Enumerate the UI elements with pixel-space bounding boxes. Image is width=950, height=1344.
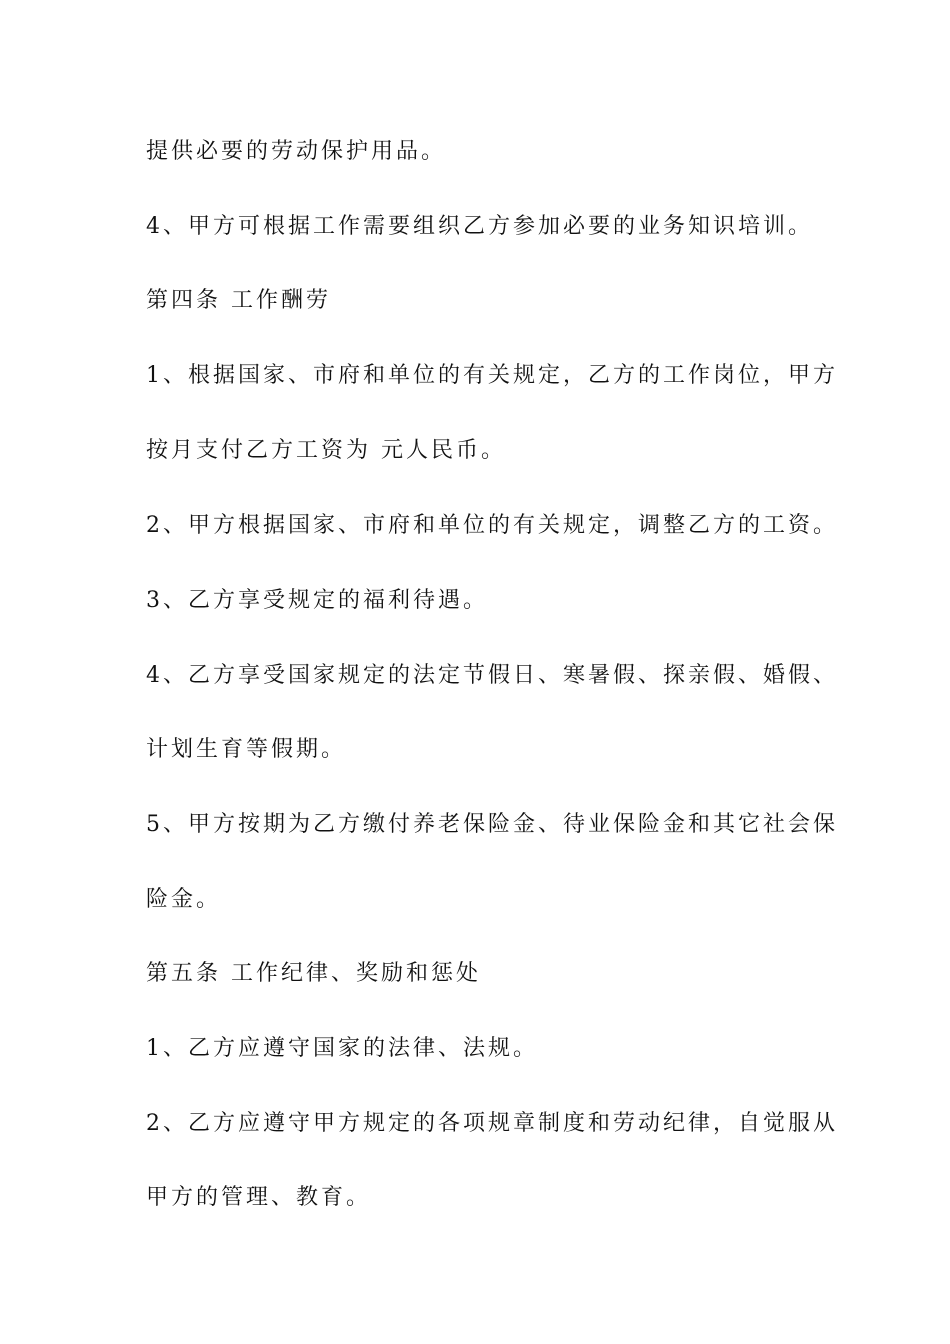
paragraph-line: 2、甲方根据国家、市府和单位的有关规定，调整乙方的工资。 [146, 513, 838, 538]
paragraph-line: 5、甲方按期为乙方缴付养老保险金、待业保险金和其它社会保 [146, 812, 838, 837]
paragraph-line: 1、乙方应遵守国家的法律、法规。 [146, 1036, 538, 1061]
section-heading: 第四条 工作酬劳 [146, 288, 331, 313]
paragraph-line: 2、乙方应遵守甲方规定的各项规章制度和劳动纪律，自觉服从 [146, 1111, 838, 1136]
paragraph-line: 险金。 [146, 887, 222, 912]
paragraph-line: 计划生育等假期。 [146, 737, 347, 762]
paragraph-line: 4、甲方可根据工作需要组织乙方参加必要的业务知识培训。 [146, 214, 813, 239]
paragraph-line: 1、根据国家、市府和单位的有关规定，乙方的工作岗位，甲方 [146, 363, 838, 388]
paragraph-line: 3、乙方享受规定的福利待遇。 [146, 588, 488, 613]
section-heading: 第五条 工作纪律、奖励和惩处 [146, 961, 481, 986]
paragraph-line: 4、乙方享受国家规定的法定节假日、寒暑假、探亲假、婚假、 [146, 663, 838, 688]
paragraph-line: 按月支付乙方工资为 元人民币。 [146, 438, 506, 463]
paragraph-line: 提供必要的劳动保护用品。 [146, 139, 447, 164]
paragraph-line: 甲方的管理、教育。 [146, 1185, 372, 1210]
